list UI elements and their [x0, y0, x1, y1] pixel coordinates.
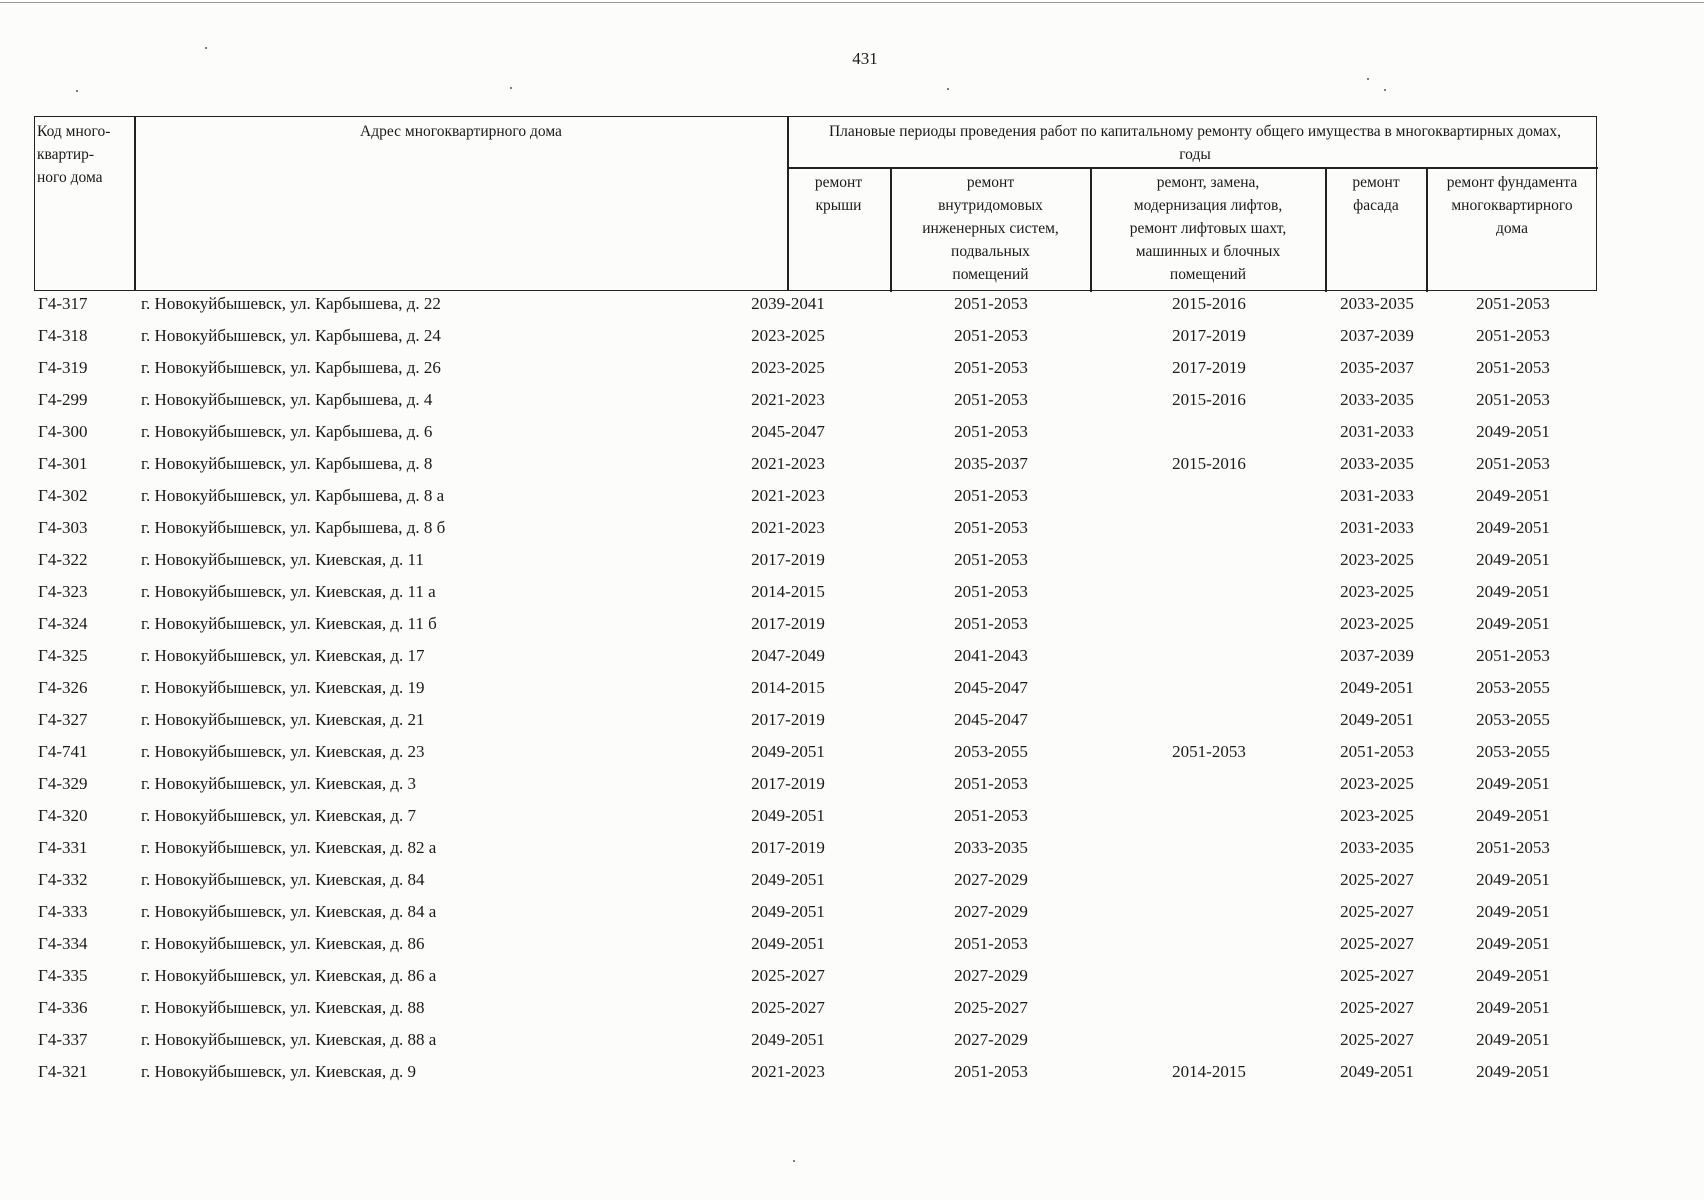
row-roof-period: 2025-2027 — [751, 966, 825, 985]
table-row — [0, 1059, 1704, 1091]
row-facade-period: 2031-2033 — [1340, 422, 1414, 441]
row-code: Г4-329 — [38, 774, 88, 793]
row-code: Г4-337 — [38, 1030, 88, 1049]
table-row — [0, 835, 1704, 867]
header-periods: Плановые периоды проведения работ по капитальному ремонту общего имущества в многоквартирных домах, годы — [828, 123, 1562, 163]
row-foundation-period: 2049-2051 — [1476, 966, 1550, 985]
row-foundation-period: 2051-2053 — [1476, 454, 1550, 473]
row-facade-period: 2037-2039 — [1340, 646, 1414, 665]
row-facade-period: 2033-2035 — [1340, 454, 1414, 473]
row-foundation-period: 2053-2055 — [1476, 710, 1550, 729]
row-roof-period: 2017-2019 — [751, 774, 825, 793]
row-facade-period: 2023-2025 — [1340, 582, 1414, 601]
row-engineering-period: 2051-2053 — [954, 294, 1028, 313]
row-foundation-period: 2051-2053 — [1476, 358, 1550, 377]
row-code: Г4-325 — [38, 646, 88, 665]
row-code: Г4-318 — [38, 326, 88, 345]
row-facade-period: 2033-2035 — [1340, 390, 1414, 409]
table-row — [0, 803, 1704, 835]
row-engineering-period: 2051-2053 — [954, 806, 1028, 825]
row-facade-period: 2033-2035 — [1340, 838, 1414, 857]
row-roof-period: 2023-2025 — [751, 326, 825, 345]
table-row — [0, 483, 1704, 515]
row-code: Г4-299 — [38, 390, 88, 409]
row-roof-period: 2023-2025 — [751, 358, 825, 377]
row-engineering-period: 2051-2053 — [954, 582, 1028, 601]
row-engineering-period: 2051-2053 — [954, 1062, 1028, 1081]
table-row — [0, 643, 1704, 675]
row-code: Г4-300 — [38, 422, 88, 441]
row-roof-period: 2047-2049 — [751, 646, 825, 665]
row-foundation-period: 2053-2055 — [1476, 678, 1550, 697]
row-roof-period: 2049-2051 — [751, 902, 825, 921]
row-roof-period: 2039-2041 — [751, 294, 825, 313]
row-foundation-period: 2049-2051 — [1476, 422, 1550, 441]
row-address: г. Новокуйбышевск, ул. Карбышева, д. 22 — [141, 294, 441, 313]
row-engineering-period: 2051-2053 — [954, 614, 1028, 633]
row-address: г. Новокуйбышевск, ул. Киевская, д. 3 — [141, 774, 417, 793]
scan-speck — [510, 87, 512, 89]
row-foundation-period: 2051-2053 — [1476, 326, 1550, 345]
row-engineering-period: 2027-2029 — [954, 966, 1028, 985]
row-lifts-period: 2015-2016 — [1172, 454, 1246, 473]
row-roof-period: 2017-2019 — [751, 550, 825, 569]
row-roof-period: 2014-2015 — [751, 678, 825, 697]
row-facade-period: 2025-2027 — [1340, 870, 1414, 889]
table-row — [0, 355, 1704, 387]
row-roof-period: 2017-2019 — [751, 614, 825, 633]
row-facade-period: 2037-2039 — [1340, 326, 1414, 345]
row-engineering-period: 2041-2043 — [954, 646, 1028, 665]
row-facade-period: 2025-2027 — [1340, 934, 1414, 953]
row-address: г. Новокуйбышевск, ул. Киевская, д. 84 а — [141, 902, 437, 921]
row-foundation-period: 2049-2051 — [1476, 1030, 1550, 1049]
row-code: Г4-331 — [38, 838, 88, 857]
header-divider — [787, 167, 1598, 169]
row-code: Г4-301 — [38, 454, 88, 473]
row-facade-period: 2025-2027 — [1340, 1030, 1414, 1049]
table-row — [0, 387, 1704, 419]
row-engineering-period: 2045-2047 — [954, 678, 1028, 697]
row-foundation-period: 2049-2051 — [1476, 550, 1550, 569]
table-row — [0, 1027, 1704, 1059]
row-roof-period: 2021-2023 — [751, 518, 825, 537]
row-foundation-period: 2049-2051 — [1476, 518, 1550, 537]
table-row — [0, 419, 1704, 451]
top-rule — [0, 2, 1704, 3]
header-address: Адрес многоквартирного дома — [360, 123, 562, 140]
table-row — [0, 675, 1704, 707]
row-engineering-period: 2025-2027 — [954, 998, 1028, 1017]
row-address: г. Новокуйбышевск, ул. Киевская, д. 88 — [141, 998, 425, 1017]
scan-speck — [793, 1160, 795, 1162]
row-code: Г4-327 — [38, 710, 88, 729]
row-foundation-period: 2049-2051 — [1476, 806, 1550, 825]
row-engineering-period: 2051-2053 — [954, 326, 1028, 345]
row-roof-period: 2049-2051 — [751, 934, 825, 953]
table-row — [0, 323, 1704, 355]
row-foundation-period: 2049-2051 — [1476, 870, 1550, 889]
row-engineering-period: 2051-2053 — [954, 390, 1028, 409]
row-address: г. Новокуйбышевск, ул. Карбышева, д. 26 — [141, 358, 441, 377]
row-foundation-period: 2051-2053 — [1476, 294, 1550, 313]
row-engineering-period: 2045-2047 — [954, 710, 1028, 729]
row-facade-period: 2031-2033 — [1340, 486, 1414, 505]
scan-speck — [947, 88, 949, 90]
table-row — [0, 291, 1704, 323]
row-facade-period: 2023-2025 — [1340, 614, 1414, 633]
row-code: Г4-335 — [38, 966, 88, 985]
row-facade-period: 2025-2027 — [1340, 998, 1414, 1017]
row-lifts-period: 2017-2019 — [1172, 326, 1246, 345]
row-roof-period: 2025-2027 — [751, 998, 825, 1017]
table-row — [0, 771, 1704, 803]
row-code: Г4-324 — [38, 614, 88, 633]
row-address: г. Новокуйбышевск, ул. Киевская, д. 17 — [141, 646, 425, 665]
row-address: г. Новокуйбышевск, ул. Карбышева, д. 8 а — [141, 486, 445, 505]
row-lifts-period: 2017-2019 — [1172, 358, 1246, 377]
row-engineering-period: 2051-2053 — [954, 518, 1028, 537]
row-address: г. Новокуйбышевск, ул. Киевская, д. 9 — [141, 1062, 417, 1081]
row-roof-period: 2017-2019 — [751, 710, 825, 729]
row-engineering-period: 2027-2029 — [954, 1030, 1028, 1049]
table-row — [0, 867, 1704, 899]
row-engineering-period: 2033-2035 — [954, 838, 1028, 857]
table-row — [0, 899, 1704, 931]
row-foundation-period: 2049-2051 — [1476, 486, 1550, 505]
row-lifts-period: 2015-2016 — [1172, 294, 1246, 313]
row-foundation-period: 2049-2051 — [1476, 582, 1550, 601]
row-foundation-period: 2049-2051 — [1476, 614, 1550, 633]
row-address: г. Новокуйбышевск, ул. Киевская, д. 11 б — [141, 614, 437, 633]
row-facade-period: 2023-2025 — [1340, 550, 1414, 569]
row-foundation-period: 2051-2053 — [1476, 838, 1550, 857]
header-roof: ремонт крыши — [814, 174, 863, 214]
row-address: г. Новокуйбышевск, ул. Киевская, д. 11 а — [141, 582, 436, 601]
row-foundation-period: 2049-2051 — [1476, 998, 1550, 1017]
row-code: Г4-741 — [38, 742, 88, 761]
row-lifts-period: 2014-2015 — [1172, 1062, 1246, 1081]
row-address: г. Новокуйбышевск, ул. Карбышева, д. 24 — [141, 326, 441, 345]
row-address: г. Новокуйбышевск, ул. Киевская, д. 23 — [141, 742, 425, 761]
row-facade-period: 2049-2051 — [1340, 710, 1414, 729]
row-code: Г4-303 — [38, 518, 88, 537]
row-roof-period: 2049-2051 — [751, 806, 825, 825]
row-roof-period: 2017-2019 — [751, 838, 825, 857]
row-foundation-period: 2051-2053 — [1476, 646, 1550, 665]
row-code: Г4-322 — [38, 550, 88, 569]
row-roof-period: 2021-2023 — [751, 486, 825, 505]
row-engineering-period: 2051-2053 — [954, 358, 1028, 377]
row-address: г. Новокуйбышевск, ул. Киевская, д. 84 — [141, 870, 425, 889]
row-engineering-period: 2027-2029 — [954, 870, 1028, 889]
row-engineering-period: 2027-2029 — [954, 902, 1028, 921]
row-roof-period: 2049-2051 — [751, 870, 825, 889]
row-roof-period: 2049-2051 — [751, 742, 825, 761]
row-roof-period: 2049-2051 — [751, 1030, 825, 1049]
header-code: Код много- квартир- ного дома — [37, 123, 111, 186]
row-foundation-period: 2049-2051 — [1476, 902, 1550, 921]
table-row — [0, 611, 1704, 643]
table-body — [0, 291, 1704, 1091]
row-facade-period: 2049-2051 — [1340, 678, 1414, 697]
table-header — [34, 116, 1597, 291]
row-code: Г4-333 — [38, 902, 88, 921]
row-code: Г4-319 — [38, 358, 88, 377]
table-row — [0, 931, 1704, 963]
table-row — [0, 451, 1704, 483]
row-facade-period: 2031-2033 — [1340, 518, 1414, 537]
header-facade: ремонт фасада — [1352, 174, 1400, 214]
row-address: г. Новокуйбышевск, ул. Киевская, д. 11 — [141, 550, 424, 569]
row-facade-period: 2049-2051 — [1340, 1062, 1414, 1081]
row-roof-period: 2021-2023 — [751, 390, 825, 409]
row-facade-period: 2033-2035 — [1340, 294, 1414, 313]
table-row — [0, 707, 1704, 739]
table-row — [0, 995, 1704, 1027]
row-lifts-period: 2015-2016 — [1172, 390, 1246, 409]
row-roof-period: 2045-2047 — [751, 422, 825, 441]
page-number: 431 — [852, 49, 878, 68]
row-engineering-period: 2051-2053 — [954, 934, 1028, 953]
row-facade-period: 2023-2025 — [1340, 774, 1414, 793]
row-facade-period: 2025-2027 — [1340, 902, 1414, 921]
row-lifts-period: 2051-2053 — [1172, 742, 1246, 761]
row-engineering-period: 2051-2053 — [954, 486, 1028, 505]
row-address: г. Новокуйбышевск, ул. Карбышева, д. 8 б — [141, 518, 446, 537]
row-code: Г4-302 — [38, 486, 88, 505]
table-row — [0, 963, 1704, 995]
row-engineering-period: 2053-2055 — [954, 742, 1028, 761]
row-address: г. Новокуйбышевск, ул. Киевская, д. 21 — [141, 710, 425, 729]
row-address: г. Новокуйбышевск, ул. Карбышева, д. 4 — [141, 390, 433, 409]
row-address: г. Новокуйбышевск, ул. Киевская, д. 86 а — [141, 966, 437, 985]
scan-speck — [76, 90, 78, 92]
row-facade-period: 2035-2037 — [1340, 358, 1414, 377]
row-engineering-period: 2051-2053 — [954, 422, 1028, 441]
row-address: г. Новокуйбышевск, ул. Карбышева, д. 8 — [141, 454, 433, 473]
row-roof-period: 2021-2023 — [751, 1062, 825, 1081]
table-row — [0, 547, 1704, 579]
row-address: г. Новокуйбышевск, ул. Киевская, д. 19 — [141, 678, 425, 697]
row-code: Г4-332 — [38, 870, 88, 889]
row-code: Г4-317 — [38, 294, 88, 313]
scan-speck — [1384, 89, 1386, 91]
row-code: Г4-321 — [38, 1062, 88, 1081]
row-foundation-period: 2049-2051 — [1476, 934, 1550, 953]
table-row — [0, 515, 1704, 547]
row-address: г. Новокуйбышевск, ул. Киевская, д. 88 а — [141, 1030, 437, 1049]
row-code: Г4-326 — [38, 678, 88, 697]
header-lifts: ремонт, замена, модернизация лифтов, ремонт лифтовых шахт, машинных и блочных помещений — [1129, 174, 1287, 283]
row-facade-period: 2023-2025 — [1340, 806, 1414, 825]
table-row — [0, 579, 1704, 611]
row-engineering-period: 2051-2053 — [954, 774, 1028, 793]
header-engineering: ремонт внутридомовых инженерных систем, подвальных помещений — [922, 174, 1059, 283]
row-foundation-period: 2049-2051 — [1476, 774, 1550, 793]
row-roof-period: 2021-2023 — [751, 454, 825, 473]
row-engineering-period: 2051-2053 — [954, 550, 1028, 569]
row-roof-period: 2014-2015 — [751, 582, 825, 601]
row-foundation-period: 2053-2055 — [1476, 742, 1550, 761]
row-address: г. Новокуйбышевск, ул. Киевская, д. 82 а — [141, 838, 437, 857]
table-row — [0, 739, 1704, 771]
row-code: Г4-334 — [38, 934, 88, 953]
row-engineering-period: 2035-2037 — [954, 454, 1028, 473]
row-facade-period: 2051-2053 — [1340, 742, 1414, 761]
row-address: г. Новокуйбышевск, ул. Киевская, д. 86 — [141, 934, 425, 953]
row-foundation-period: 2051-2053 — [1476, 390, 1550, 409]
scan-speck — [1367, 78, 1369, 80]
row-code: Г4-323 — [38, 582, 88, 601]
row-facade-period: 2025-2027 — [1340, 966, 1414, 985]
row-code: Г4-320 — [38, 806, 88, 825]
row-code: Г4-336 — [38, 998, 88, 1017]
header-foundation: ремонт фундамента многоквартирного дома — [1446, 174, 1578, 237]
row-foundation-period: 2049-2051 — [1476, 1062, 1550, 1081]
row-address: г. Новокуйбышевск, ул. Киевская, д. 7 — [141, 806, 417, 825]
row-address: г. Новокуйбышевск, ул. Карбышева, д. 6 — [141, 422, 433, 441]
